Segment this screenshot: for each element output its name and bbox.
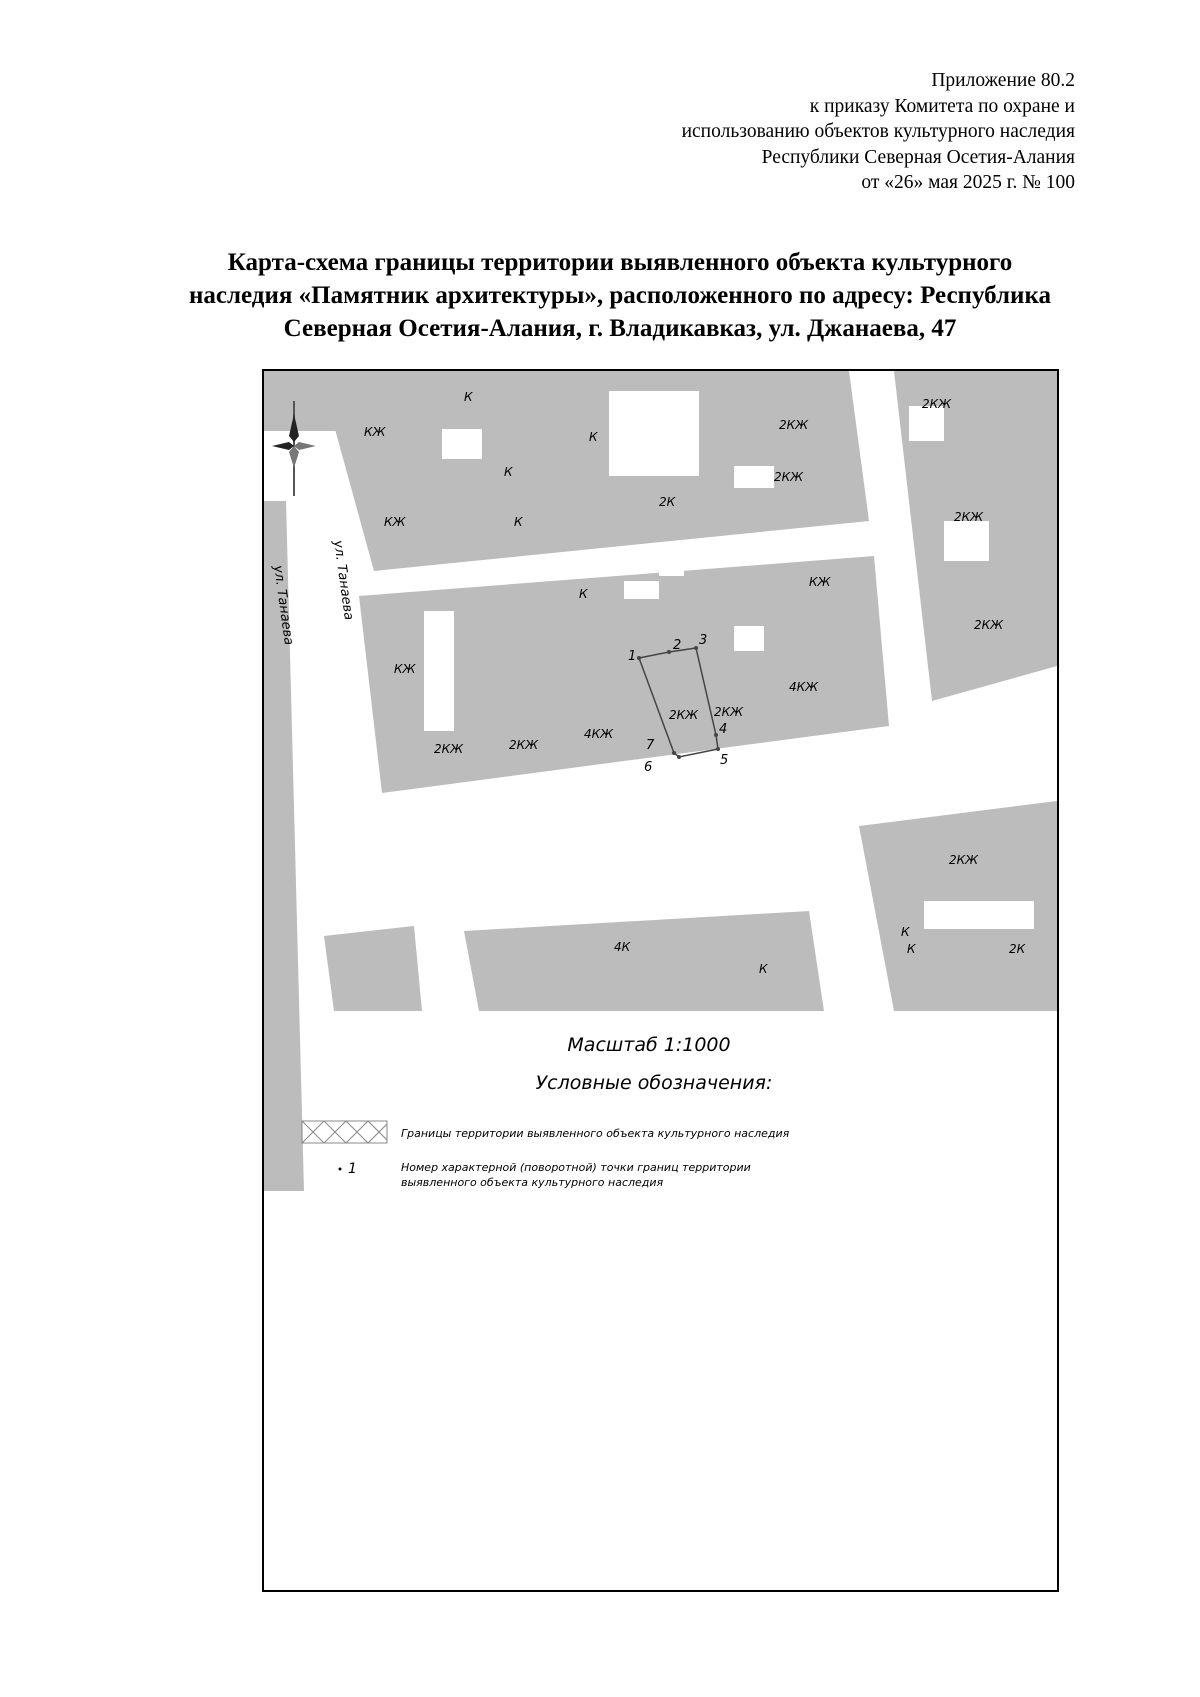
legend-hatch-swatch xyxy=(302,1121,387,1143)
point-number: 3 xyxy=(699,633,708,648)
appendix-line: к приказу Комитета по охране и xyxy=(809,95,1075,117)
legend-boundary-text: Границы территории выявленного объекта культурного наследия xyxy=(401,1127,790,1140)
building-label: 2КЖ xyxy=(434,742,464,756)
block-south xyxy=(464,911,824,1011)
boundary-vertex xyxy=(637,656,641,660)
courtyard xyxy=(909,406,944,441)
building-label: КЖ xyxy=(394,662,416,676)
boundary-vertex xyxy=(694,646,698,650)
point-number: 4 xyxy=(719,722,728,737)
courtyard xyxy=(734,466,774,488)
building-label: 2КЖ xyxy=(779,418,809,432)
building-label: 2КЖ xyxy=(714,705,744,719)
courtyard xyxy=(442,429,482,459)
map-frame xyxy=(262,369,1059,1592)
courtyard xyxy=(924,901,1034,929)
building-label: К xyxy=(759,962,768,976)
boundary-vertex xyxy=(672,751,676,755)
courtyard xyxy=(609,391,699,476)
street-label: ул. Танаева xyxy=(330,539,357,622)
boundary-vertex xyxy=(667,650,671,654)
courtyard xyxy=(659,546,684,576)
legend-point-dot xyxy=(339,1168,342,1171)
legend-point-text: выявленного объекта культурного наследия xyxy=(401,1176,664,1189)
building-label: 2К xyxy=(1009,942,1026,956)
city-blocks xyxy=(264,371,1057,1191)
boundary-vertex xyxy=(716,747,720,751)
title-line: Северная Осетия-Алания, г. Владикавказ, ул. Джанаева, 47 xyxy=(283,315,957,342)
building-label: 2КЖ xyxy=(974,618,1004,632)
building-label: 2КЖ xyxy=(954,510,984,524)
boundary-vertex xyxy=(677,755,681,759)
building-label: 4КЖ xyxy=(584,727,614,741)
point-number: 6 xyxy=(644,760,653,775)
block-south-west xyxy=(324,926,422,1011)
building-label: К xyxy=(907,942,916,956)
legend-point-marker: 1 xyxy=(348,1161,357,1177)
boundary-vertex xyxy=(714,733,718,737)
appendix-line: от «26» мая 2025 г. № 100 xyxy=(861,172,1075,193)
building-label: К xyxy=(464,390,473,404)
point-number: 5 xyxy=(720,753,729,768)
point-number: 2 xyxy=(673,638,682,653)
point-number: 7 xyxy=(646,738,655,753)
point-number: 1 xyxy=(628,649,637,664)
title-line: наследия «Памятник архитектуры», расположенного по адресу: Республика xyxy=(189,282,1051,309)
building-label: 2К xyxy=(659,495,676,509)
street-label: ул. Танаева xyxy=(270,564,297,647)
appendix-line: Республики Северная Осетия-Алания xyxy=(761,146,1075,168)
building-label: К xyxy=(579,587,588,601)
appendix-header xyxy=(682,68,1075,196)
legend-point-text: Номер характерной (поворотной) точки границ территории xyxy=(401,1161,751,1174)
building-label: 2КЖ xyxy=(922,397,952,411)
appendix-line: использованию объектов культурного наследия xyxy=(681,121,1075,142)
building-label: КЖ xyxy=(809,575,831,589)
document-title xyxy=(110,246,1130,345)
building-label: КЖ xyxy=(364,425,386,439)
building-label: 4КЖ xyxy=(789,680,819,694)
courtyard xyxy=(624,581,659,599)
building-label: К xyxy=(514,515,523,529)
courtyard xyxy=(944,521,989,561)
site-map xyxy=(264,371,1057,1590)
legend-title: Условные обозначения: xyxy=(535,1072,773,1094)
building-label: 4К xyxy=(614,940,631,954)
building-label: 2КЖ xyxy=(949,853,979,867)
building-label: 2КЖ xyxy=(774,470,804,484)
building-label: 2КЖ xyxy=(509,738,539,752)
building-label: К xyxy=(504,465,513,479)
building-label: КЖ xyxy=(384,515,406,529)
courtyard xyxy=(424,611,454,731)
appendix-line: Приложение 80.2 xyxy=(931,70,1075,91)
building-label: К xyxy=(589,430,598,444)
building-label: 2КЖ xyxy=(669,708,699,722)
title-line: Карта-схема границы территории выявленного объекта культурного xyxy=(227,249,1013,276)
building-label: К xyxy=(901,925,910,939)
courtyard xyxy=(734,626,764,651)
map-scale: Масштаб 1:1000 xyxy=(567,1034,731,1056)
